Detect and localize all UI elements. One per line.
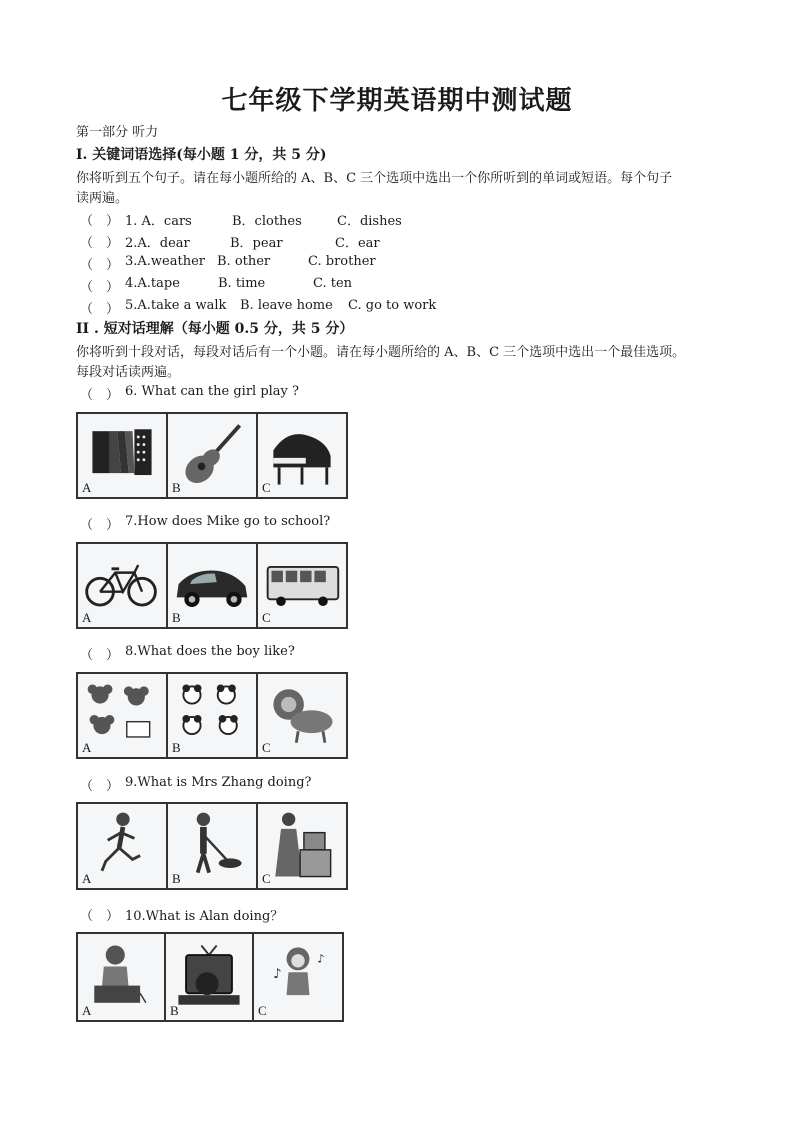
option-b: B．clothes (232, 214, 302, 229)
option-c: C. brother (308, 254, 376, 269)
option-b-picture[interactable] (168, 544, 258, 627)
option-b-picture[interactable] (166, 934, 254, 1020)
option-letter: B (170, 1003, 179, 1018)
option-a-picture[interactable] (78, 414, 168, 497)
question-text: 8.What does the boy like? (125, 644, 295, 659)
answer-blank[interactable]: （ ） (80, 388, 120, 403)
piano-icon (258, 414, 346, 497)
cooking-woman-icon (258, 804, 346, 888)
answer-blank[interactable]: （ ） (80, 909, 120, 924)
option-a-picture[interactable] (78, 544, 168, 627)
option-a: 3.A.weather (125, 254, 205, 269)
answer-blank[interactable]: （ ） (80, 258, 120, 273)
question-text: 10.What is Alan doing？ (125, 909, 284, 924)
option-a: 2.A．dear (125, 236, 190, 251)
guitar-icon (168, 414, 256, 497)
option-c: C. ten (313, 276, 353, 291)
option-b: B. leave home (240, 298, 333, 313)
option-b-picture[interactable] (168, 804, 258, 888)
question-text: 9.What is Mrs Zhang doing? (125, 775, 312, 790)
option-c: C．ear (335, 236, 380, 251)
svg-text:♪: ♪ (273, 966, 282, 982)
section1-instructions-cont: 读两遍。 (76, 191, 129, 206)
answer-blank[interactable]: （ ） (80, 648, 120, 663)
section2-heading: II . 短对话理解（每小题 0.5 分，共 5 分） (76, 321, 354, 337)
option-letter: C (262, 740, 271, 755)
picture-options (76, 802, 348, 890)
option-a: 5.A.take a walk (125, 298, 227, 313)
option-letter: C (258, 1003, 267, 1018)
option-a: 1. A．cars (125, 214, 192, 229)
option-letter: A (82, 1003, 92, 1018)
option-letter: A (82, 740, 92, 755)
option-a: 4.A.tape (125, 276, 180, 291)
answer-blank[interactable]: （ ） (80, 280, 120, 295)
svg-text:♪: ♪ (317, 951, 325, 966)
option-c: C．dishes (337, 214, 402, 229)
option-letter: B (172, 480, 181, 495)
option-a-picture[interactable] (78, 934, 166, 1020)
section2-instructions-cont: 每段对话读两遍。 (76, 365, 181, 380)
answer-blank[interactable]: （ ） (80, 779, 120, 794)
option-b-picture[interactable] (168, 414, 258, 497)
answer-blank[interactable]: （ ） (80, 302, 120, 317)
option-letter: B (172, 740, 181, 755)
page-title: 七年级下学期英语期中测试题 (221, 86, 573, 116)
option-b: B. time (218, 276, 266, 291)
picture-options (76, 672, 348, 759)
picture-options (76, 412, 348, 499)
option-letter: C (262, 871, 271, 886)
question-text: 7.How does Mike go to school? (125, 514, 331, 529)
option-letter: C (262, 480, 271, 495)
option-c-picture[interactable] (258, 804, 346, 888)
bus-icon (258, 544, 346, 627)
answer-blank[interactable]: （ ） (80, 214, 120, 229)
question-text: 6. What can the girl play ? (125, 384, 299, 399)
option-b: B．pear (230, 236, 283, 251)
option-letter: A (82, 480, 92, 495)
option-b-picture[interactable] (168, 674, 258, 757)
answer-blank[interactable]: （ ） (80, 236, 120, 251)
option-letter: A (82, 610, 92, 625)
section2-instructions: 你将听到十段对话，每段对话后有一个小题。请在每小题所给的 A、B、C 三个选项中选出一个最佳选项。 (76, 345, 686, 360)
car-icon (168, 544, 256, 627)
answer-blank[interactable]: （ ） (80, 518, 120, 533)
section1-instructions: 你将听到五个句子。请在每小题所给的 A、B、C 三个选项中选出一个你所听到的单词或短语。每个句子 (76, 171, 673, 186)
option-letter: C (262, 610, 271, 625)
option-c-picture[interactable] (254, 934, 342, 1020)
part-label: 第一部分 听力 (76, 125, 159, 140)
option-b: B. other (217, 254, 271, 269)
pandas-icon (168, 674, 256, 757)
picture-options (76, 542, 348, 629)
option-c: C. go to work (348, 298, 437, 313)
option-c-picture[interactable] (258, 544, 346, 627)
option-letter: B (172, 610, 181, 625)
option-letter: B (172, 871, 181, 886)
option-c-picture[interactable] (258, 674, 346, 757)
picture-options (76, 932, 344, 1022)
sweeping-man-icon (168, 804, 256, 888)
singing-girl-icon (254, 934, 342, 1020)
option-c-picture[interactable] (258, 414, 346, 497)
option-a-picture[interactable] (78, 804, 168, 888)
option-letter: A (82, 871, 92, 886)
section1-heading: I. 关键词语选择(每小题 1 分，共 5 分) (76, 147, 327, 163)
lions-icon (258, 674, 346, 757)
option-a-picture[interactable] (78, 674, 168, 757)
